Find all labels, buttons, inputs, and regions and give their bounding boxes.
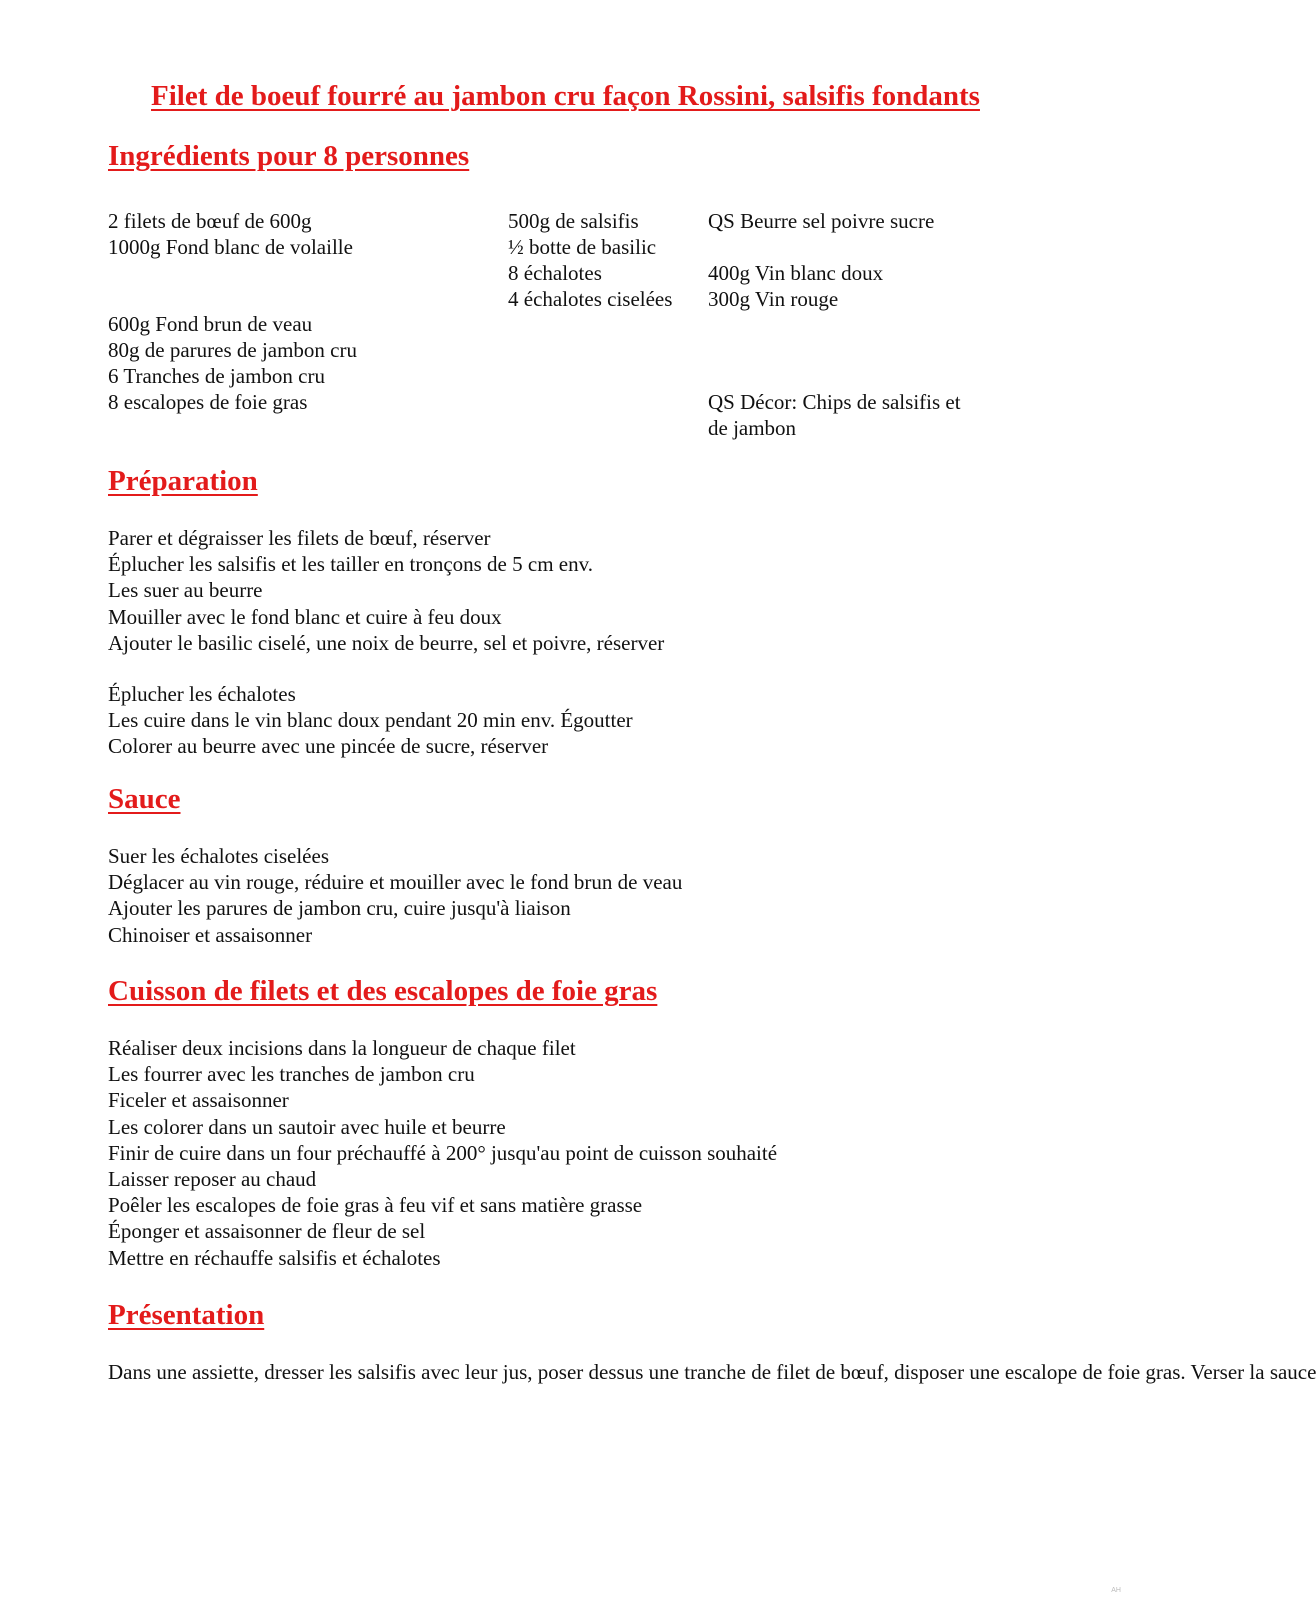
cuisson-step: Éponger et assaisonner de fleur de sel [108,1219,426,1244]
preparation-step: Colorer au beurre avec une pincée de sucre, réserver [108,734,549,759]
ingredient-item: 500g de salsifis [508,209,639,233]
sauce-step: Suer les échalotes ciselées [108,844,329,868]
cuisson-step: Les colorer dans un sautoir avec huile et beurre [108,1114,506,1139]
cuisson-step: Mettre en réchauffe salsifis et échalotes [108,1245,441,1270]
ingredient-item: 6 Tranches de jambon cru [108,364,325,388]
ingredient-item: 1000g Fond blanc de volaille [108,235,353,259]
ingredient-item: 80g de parures de jambon cru [108,338,357,362]
sauce-step: Chinoiser et assaisonner [108,922,313,947]
preparation-step: Parer et dégraisser les filets de bœuf, réserver [108,526,491,550]
cuisson-step: Ficeler et assaisonner [108,1088,289,1113]
ingredient-item: 4 échalotes ciselées [508,287,673,311]
cuisson-step: Réaliser deux incisions dans la longueur de chaque filet [108,1036,576,1060]
ingredient-item: QS Décor: Chips de salsifis et [708,390,961,414]
preparation-step: Les suer au beurre [108,578,263,603]
preparation-step: Éplucher les échalotes [108,682,296,706]
ingredient-item: 300g Vin rouge [708,287,839,311]
preparation-heading: Préparation [108,465,258,497]
cuisson-step: Laisser reposer au chaud [108,1167,317,1192]
ingredient-item: 8 échalotes [508,261,602,285]
ingredient-item: 8 escalopes de foie gras [108,390,308,414]
ingredient-item: de jambon [708,416,797,440]
presentation-text: Dans une assiette, dresser les salsifis avec leur jus, poser dessus une tranche de filet de bœuf, disposer une escalope de foie gras. Verser la sauce [108,1360,1316,1384]
presentation-heading: Présentation [108,1299,265,1331]
ingredient-item: 400g Vin blanc doux [708,261,884,285]
recipe-title: Filet de boeuf fourré au jambon cru façon Rossini, salsifis fondants [151,80,980,112]
cuisson-paragraph [108,1035,777,1271]
corner-mark: AH [1111,1587,1121,1594]
ingredient-item: QS Beurre sel poivre sucre [708,209,935,233]
cuisson-step: Poêler les escalopes de foie gras à feu vif et sans matière grasse [108,1193,643,1218]
preparation-step: Ajouter le basilic ciselé, une noix de beurre, sel et poivre, réserver [108,630,665,655]
presentation-paragraph [108,1359,1316,1385]
ingredients-heading: Ingrédients pour 8 personnes [108,140,470,172]
sauce-step: Ajouter les parures de jambon cru, cuire jusqu'à liaison [108,896,571,921]
preparation-paragraph [108,681,633,760]
sauce-heading: Sauce [108,783,181,815]
sauce-paragraph [108,843,682,948]
preparation-step: Mouiller avec le fond blanc et cuire à feu doux [108,604,502,629]
ingredient-item: ½ botte de basilic [508,235,657,259]
ingredient-item: 2 filets de bœuf de 600g [108,209,312,233]
cuisson-step: Finir de cuire dans un four préchauffé à 200° jusqu'au point de cuisson souhaité [108,1140,778,1165]
sauce-step: Déglacer au vin rouge, réduire et mouiller avec le fond brun de veau [108,870,683,895]
preparation-paragraph [108,525,664,656]
cuisson-heading: Cuisson de filets et des escalopes de foie gras [108,975,658,1007]
ingredient-item: 600g Fond brun de veau [108,312,313,336]
preparation-step: Éplucher les salsifis et les tailler en tronçons de 5 cm env. [108,552,593,577]
cuisson-step: Les fourrer avec les tranches de jambon cru [108,1062,475,1087]
preparation-step: Les cuire dans le vin blanc doux pendant 20 min env. Égoutter [108,708,633,733]
